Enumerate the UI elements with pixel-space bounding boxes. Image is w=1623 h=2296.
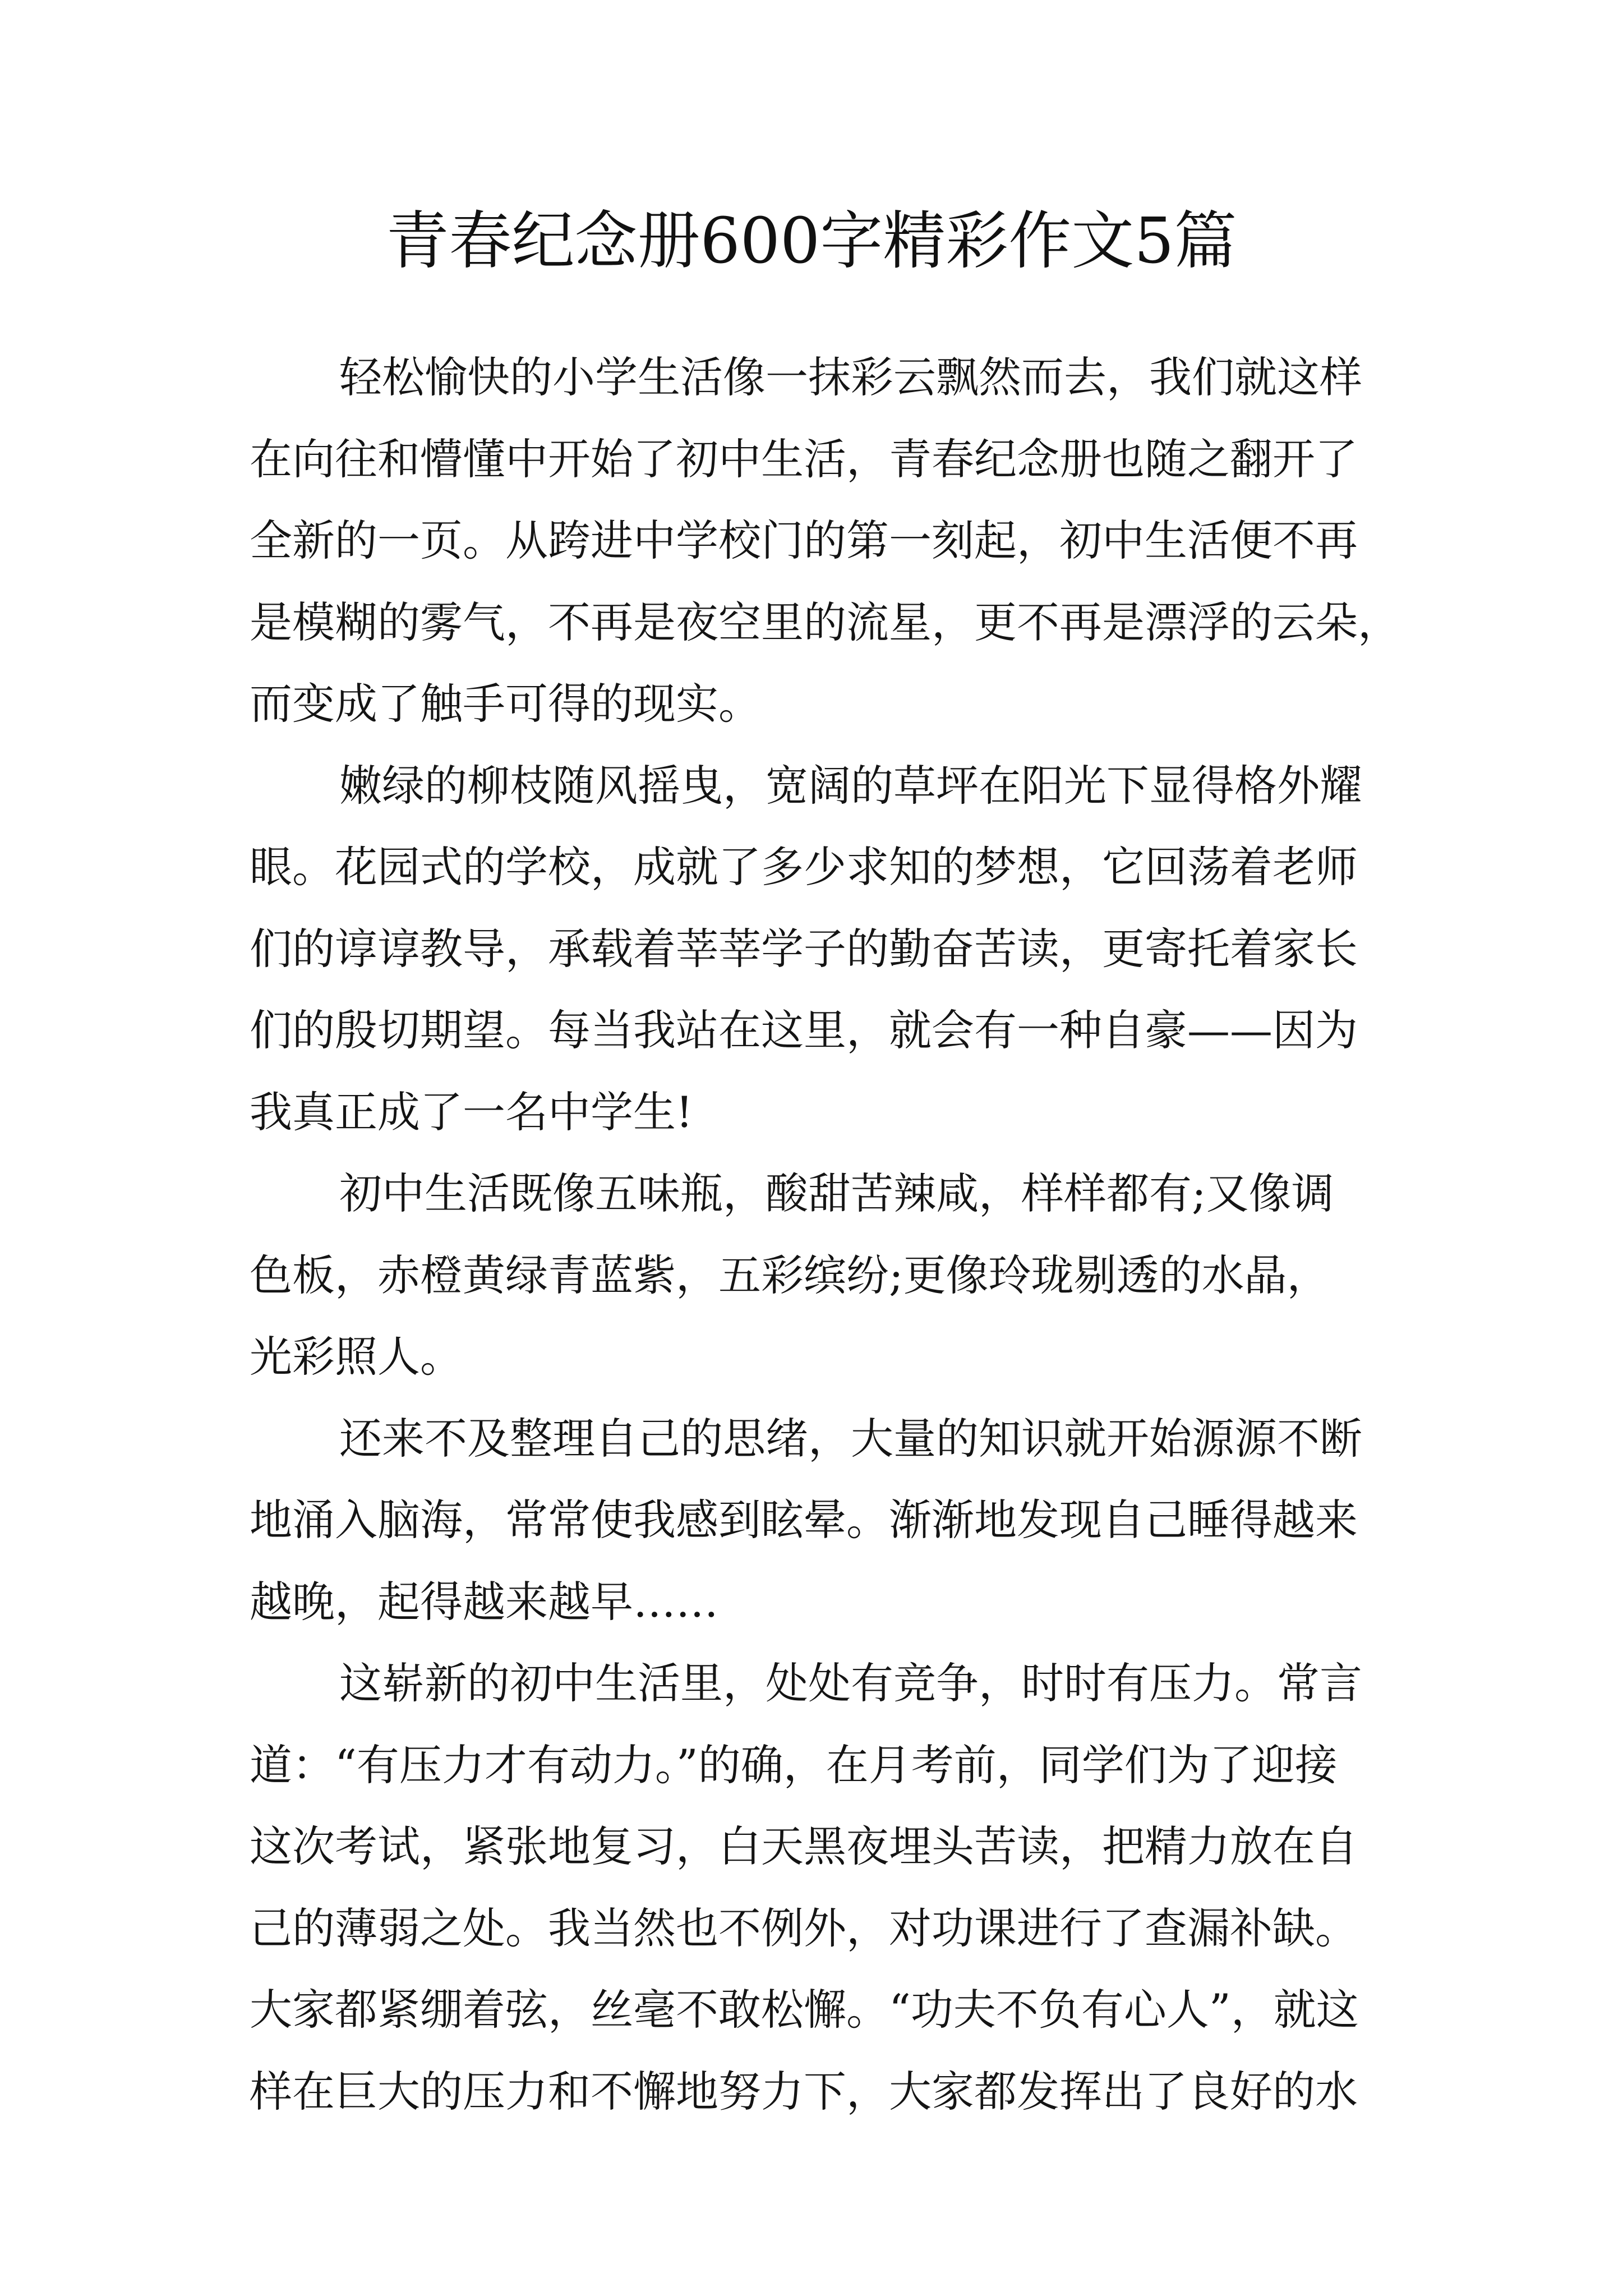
document-body xyxy=(250,337,1438,2132)
paragraph-4-line-2: 地涌入脑海，常常使我感到眩晕。渐渐地发现自己睡得越来 xyxy=(250,1495,1358,1545)
paragraph-2-line-3: 们的谆谆教导，承载着莘莘学子的勤奋苦读，更寄托着家长 xyxy=(250,923,1358,974)
paragraph-3-line-1: 初中生活既像五味瓶，酸甜苦辣咸，样样都有;又像调 xyxy=(339,1168,1334,1218)
paragraph-5-line-3: 这次考试，紧张地复习，白天黑夜埋头苦读，把精力放在自 xyxy=(250,1821,1358,1871)
paragraph-1-line-3: 全新的一页。从跨进中学校门的第一刻起，初中生活便不再 xyxy=(250,516,1358,565)
paragraph-2-line-2: 眼。花园式的学校，成就了多少求知的梦想，它回荡着老师 xyxy=(250,842,1358,892)
paragraph-3-line-2: 色板，赤橙黄绿青蓝紫，五彩缤纷;更像玲珑剔透的水晶， xyxy=(250,1250,1330,1300)
paragraph-4-line-1: 还来不及整理自己的思绪，大量的知识就开始源源不断 xyxy=(339,1413,1362,1464)
paragraph-1-line-1: 轻松愉快的小学生活像一抹彩云飘然而去，我们就这样 xyxy=(339,352,1362,402)
paragraph-1-line-5: 而变成了触手可得的现实。 xyxy=(250,679,761,729)
paragraph-5-line-5: 大家都紧绷着弦，丝毫不敢松懈。“功夫不负有心人”，就这 xyxy=(250,1985,1359,2035)
paragraph-2-line-1: 嫩绿的柳枝随风摇曳，宽阔的草坪在阳光下显得格外耀 xyxy=(339,760,1362,811)
paragraph-5-line-1: 这崭新的初中生活里，处处有竞争，时时有压力。常言 xyxy=(339,1658,1362,1708)
paragraph-2-line-4: 们的殷切期望。每当我站在这里，就会有一种自豪——因为 xyxy=(250,1005,1358,1055)
paragraph-3-line-3: 光彩照人。 xyxy=(250,1332,463,1382)
paragraph-4-line-3: 越晚，起得越来越早…… xyxy=(250,1576,718,1627)
document-title: 青春纪念册600字精彩作文5篇 xyxy=(386,205,1237,278)
paragraph-1-line-4: 是模糊的雾气，不再是夜空里的流星，更不再是漂浮的云朵， xyxy=(250,597,1400,647)
paragraph-1-line-2: 在向往和懵懂中开始了初中生活，青春纪念册也随之翻开了 xyxy=(250,434,1358,484)
paragraph-5-line-2: 道：“有压力才有动力。”的确，在月考前，同学们为了迎接 xyxy=(250,1740,1338,1790)
paragraph-5-line-6: 样在巨大的压力和不懈地努力下，大家都发挥出了良好的水 xyxy=(250,2066,1358,2116)
paragraph-2-line-5: 我真正成了一名中学生! xyxy=(250,1087,693,1137)
paragraph-5-line-4: 己的薄弱之处。我当然也不例外，对功课进行了查漏补缺。 xyxy=(250,1903,1358,1953)
